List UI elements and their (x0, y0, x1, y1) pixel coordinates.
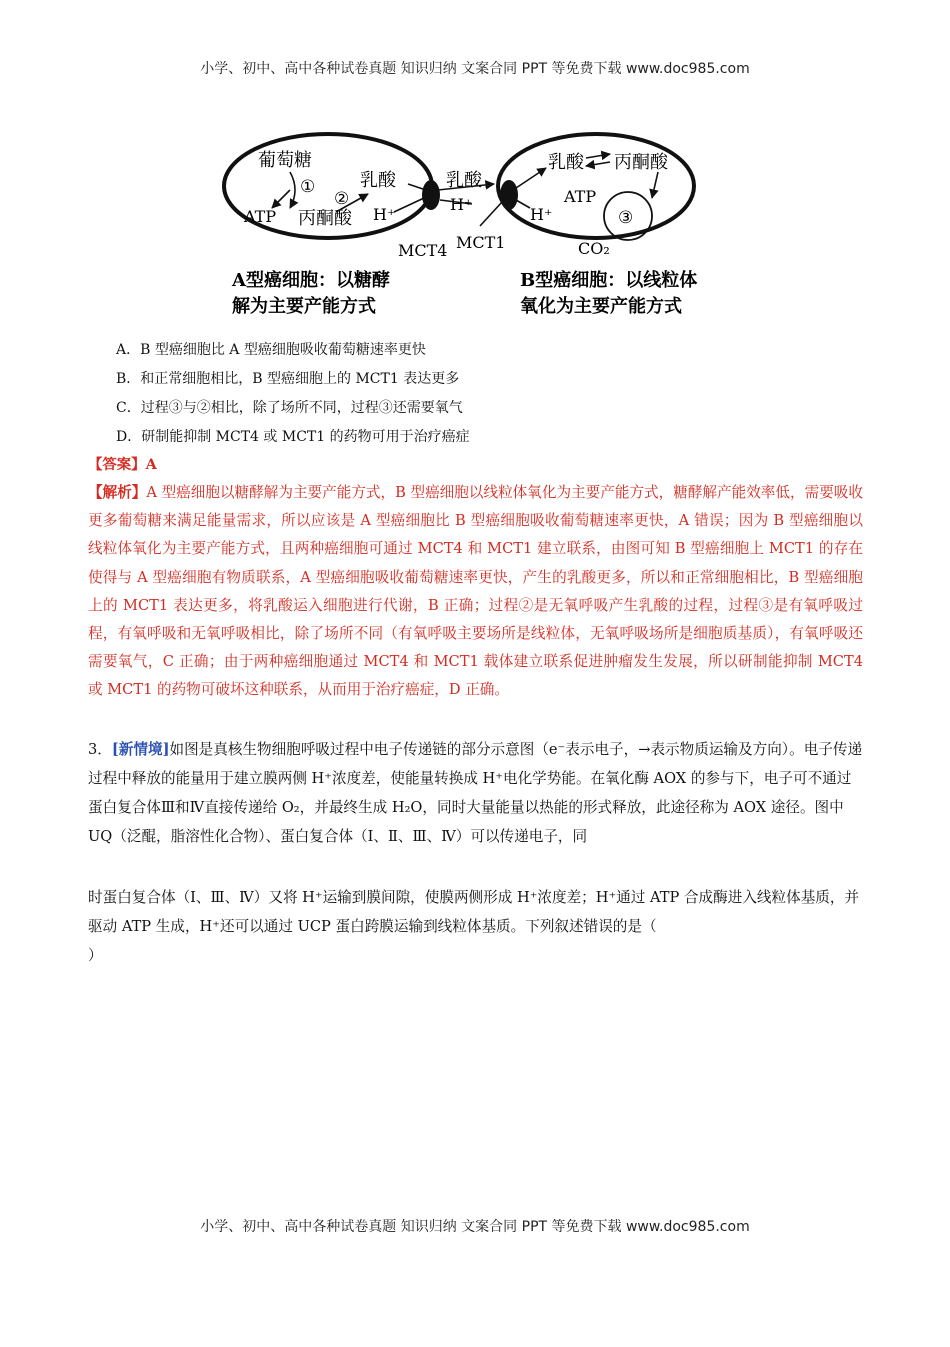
question-3-closing: ） (88, 947, 103, 964)
page-header: 小学、初中、高中各种试卷真题 知识归纳 文案合同 PPT 等免费下载 www.doc985.com (200, 61, 750, 77)
cell-b-caption-line1: B型癌细胞：以线粒体 (520, 270, 698, 291)
mct1-h-in (516, 200, 530, 208)
question-3-continuation-text: 时蛋白复合体（Ⅰ、Ⅲ、Ⅳ）又将 H⁺运输到膜间隙，使膜两侧形成 H⁺浓度差；H⁺通过 ATP 合成酶进入线粒体基质，并驱动 ATP 生成，H⁺还可以通过 UCP 蛋白跨膜运输到线粒体基质。下列叙述错误的是（ (88, 889, 860, 935)
mct4-label: MCT4 (398, 241, 448, 260)
question-3-number: 3． (88, 741, 112, 758)
option-b: B．和正常细胞相比，B 型癌细胞上的 MCT1 表达更多 (116, 371, 460, 387)
glucose-label: 葡萄糖 (258, 150, 312, 171)
cell-a-pyruvate-label: 丙酮酸 (298, 208, 352, 229)
pyruvate-to-cycle-arrow (652, 172, 658, 198)
cell-b-caption-line2: 氧化为主要产能方式 (520, 296, 682, 317)
between-h-plus-label: H⁺ (450, 195, 473, 214)
analysis-tag: 【解析】 (88, 484, 147, 501)
mct1-label: MCT1 (456, 233, 506, 252)
step2-label: ② (334, 189, 350, 209)
answer-options (116, 336, 470, 452)
glucose-arrow (290, 172, 295, 208)
option-d: D．研制能抑制 MCT4 或 MCT1 的药物可用于治疗癌症 (116, 429, 470, 445)
lactate-pyruvate-arrow-back (586, 162, 610, 166)
cell-b-pyruvate-label: 丙酮酸 (614, 152, 668, 173)
step1-label: ① (300, 177, 316, 197)
mct1-transporter (500, 180, 518, 210)
co2-label: CO₂ (578, 239, 610, 258)
question-3 (88, 735, 863, 851)
analysis-text: A 型癌细胞以糖酵解为主要产能方式，B 型癌细胞以线粒体氧化为主要产能方式，糖酵解产能效率低，需要吸收更多葡萄糖来满足能量需求，所以应该是 A 型癌细胞比 B 型癌细胞吸收葡萄糖速率更快，A 错误；因为 B 型癌细胞以线粒体氧化为主要产能方式，且两种癌细胞可通过 MCT4 和 MCT1 建立联系，由图可知 B 型癌细胞上 MCT1 的存在使得与 A 型癌细胞有物质联系，A 型癌细胞吸收葡萄糖速率更快，产生的乳酸更多，所以和正常细胞相比，B 型癌细胞上的 MCT1 表达更多，将乳酸运入细胞进行代谢，B 正确；过程②是无氧呼吸产生乳酸的过程，过程③是有氧呼吸过程，有氧呼吸和无氧呼吸相比，除了场所不同（有氧呼吸主要场所是线粒体，无氧呼吸场所是细胞质基质），有氧呼吸还需要氧气，C 正确；由于两种癌细胞通过 MCT4 和 MCT1 载体建立联系促进肿瘤发生发展，所以研制能抑制 MCT4 或 MCT1 的药物可破坏这种联系，从而用于治疗癌症，D 正确。 (88, 484, 863, 699)
analysis-paragraph (88, 479, 863, 705)
lactate-out-arrow (408, 184, 426, 190)
mct1-left-line (480, 202, 502, 226)
atp-arrow (272, 190, 290, 208)
option-c: C．过程③与②相比，除了场所不同，过程③还需要氧气 (116, 400, 463, 416)
cell-b-atp-label: ATP (564, 187, 597, 206)
page-footer: 小学、初中、高中各种试卷真题 知识归纳 文案合同 PPT 等免费下载 www.doc985.com (200, 1219, 750, 1235)
cell-a-lactate-label: 乳酸 (360, 170, 396, 191)
step3-label: ③ (618, 208, 634, 228)
question-3-label: [新情境] (111, 741, 170, 758)
cell-a-caption-line1: A型癌细胞：以糖酵 (232, 270, 390, 291)
cell-b-h-plus-label: H⁺ (530, 205, 553, 224)
mct1-lactate-in (516, 168, 546, 188)
answer-tag: 【答案】 (88, 456, 146, 473)
cell-b-outline (498, 134, 694, 238)
cell-b-lactate-label: 乳酸 (548, 152, 584, 173)
option-a: A．B 型癌细胞比 A 型癌细胞吸收葡萄糖速率更快 (116, 342, 426, 358)
mct4-transporter (422, 180, 440, 210)
cell-a-caption-line2: 解为主要产能方式 (232, 296, 376, 317)
lactate-pyruvate-arrow-forward (586, 154, 610, 158)
answer-value: A (145, 456, 157, 473)
cell-a-atp-label: ATP (244, 207, 277, 226)
cell-a-h-plus-label: H⁺ (373, 205, 396, 224)
question-3-continuation (88, 883, 863, 970)
cancer-cell-diagram (218, 128, 726, 326)
between-lactate-label: 乳酸 (446, 170, 482, 191)
answer-line (88, 453, 863, 474)
question-3-text: 如图是真核生物细胞呼吸过程中电子传递链的部分示意图（e⁻表示电子，→表示物质运输及方向）。电子传递过程中释放的能量用于建立膜两侧 H⁺浓度差，使能量转换成 H⁺电化学势能。在氧化酶 AOX 的参与下，电子可不通过蛋白复合体Ⅲ和Ⅳ直接传递给 O₂，并最终生成 H₂O，同时大量能量以热能的形式释放，此途径称为 AOX 途径。图中 UQ（泛醌，脂溶性化合物）、蛋白复合体（Ⅰ、Ⅱ、Ⅲ、Ⅳ）可以传递电子，同 (88, 741, 863, 845)
